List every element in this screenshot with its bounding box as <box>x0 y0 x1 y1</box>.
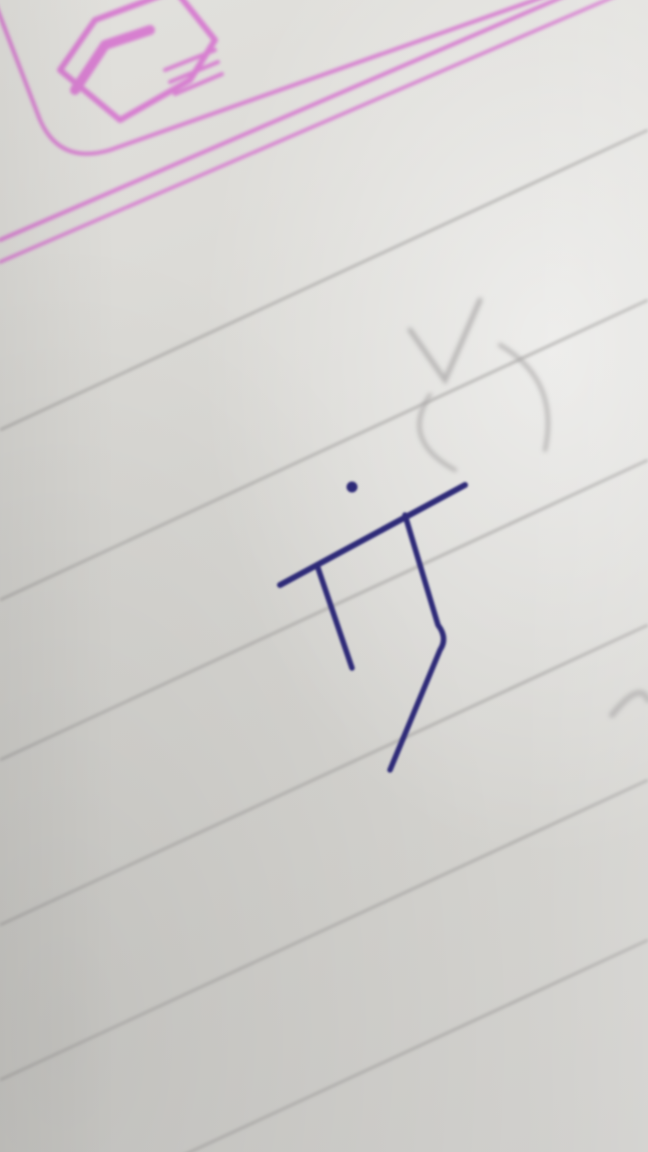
pink-stamp <box>0 0 648 262</box>
rule-line <box>0 780 648 1080</box>
ghost-mark-v <box>410 300 480 380</box>
stamp-emblem-inner <box>75 30 150 90</box>
rule-line <box>0 940 648 1152</box>
rule-line <box>0 460 648 760</box>
ghost-mark-right <box>612 693 648 715</box>
rule-line <box>0 300 648 600</box>
stamp-line-2 <box>0 0 648 262</box>
rule-line <box>0 130 648 430</box>
rule-line <box>0 625 648 925</box>
stamp-line-1 <box>0 0 648 240</box>
ghost-mark-curve <box>419 345 548 470</box>
show-through-marks <box>410 300 648 715</box>
ink-top-stroke <box>280 485 465 585</box>
ruled-lines <box>0 130 648 1152</box>
ink-left-stroke <box>318 568 352 668</box>
ink-dot <box>347 482 358 493</box>
handwritten-character <box>280 482 465 771</box>
